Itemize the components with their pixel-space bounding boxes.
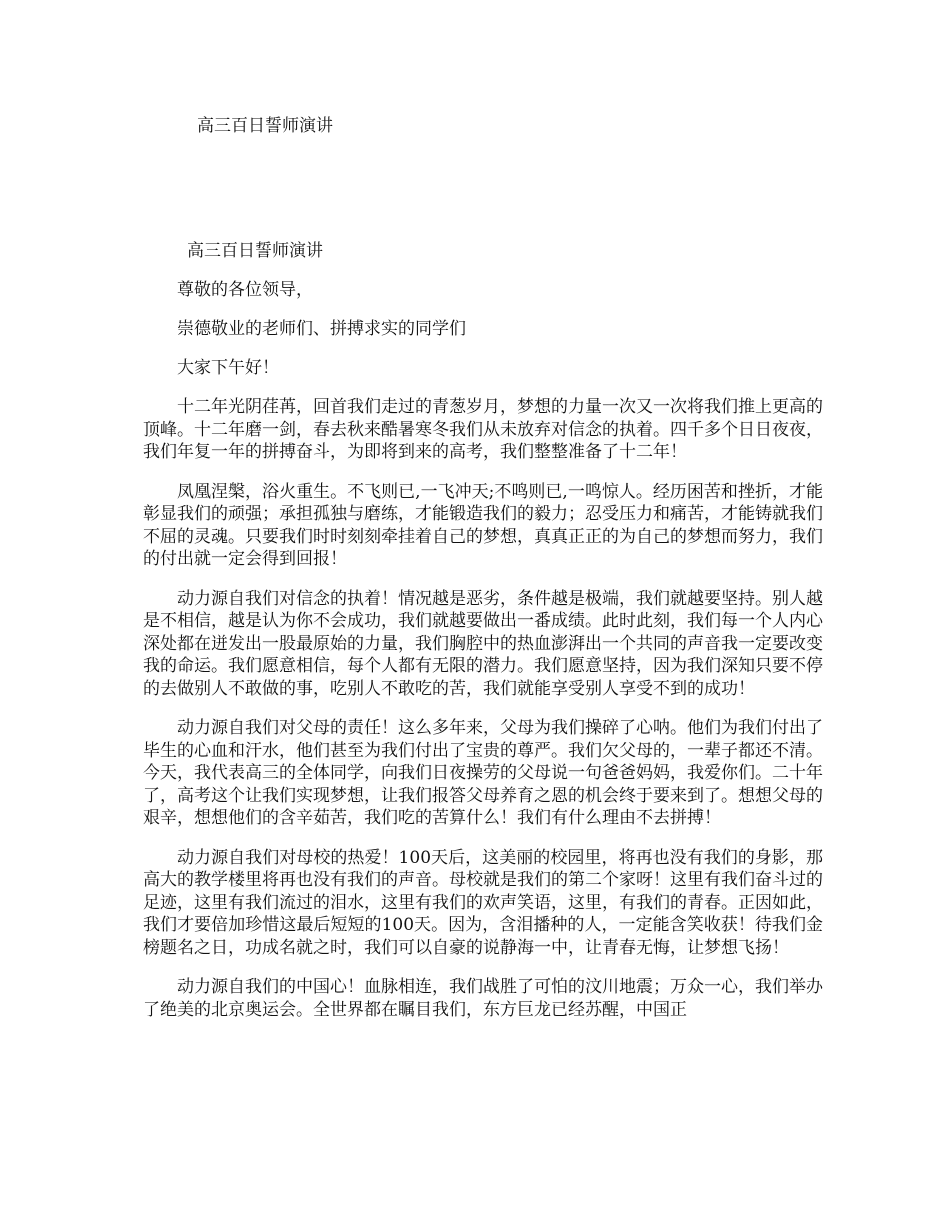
paragraph: 动力源自我们对信念的执着！情况越是恶劣，条件越是极端，我们就越要坚持。别人越是不相信，越是认为你不会成功，我们就越要做出一番成绩。此时此刻，我们每一个人内心深处都在迸发出一股最原始的力量，我们胸腔中的热血澎湃出一个共同的声音我一定要改变我的命运。我们愿意相信，每个人都有无限的潜力。我们愿意坚持，因为我们深知只要不停的去做别人不敢做的事，吃别人不敢吃的苦，我们就能享受别人享受不到的成功！	[143, 588, 823, 699]
greeting: 大家下午好！	[177, 358, 279, 378]
salutation-leaders: 尊敬的各位领导，	[177, 280, 313, 300]
paragraph: 动力源自我们对母校的热爱！100天后，这美丽的校园里，将再也没有我们的身影，那高大的教学楼里将再也没有我们的声音。母校就是我们的第二个家呀！这里有我们奋斗过的足迹，这里有我们流过的泪水，这里有我们的欢声笑语，这里，有我们的青春。正因如此，我们才要倍加珍惜这最后短短的100天。因为，含泪播种的人，一定能含笑收获！待我们金榜题名之日，功成名就之时，我们可以自豪的说静海一中，让青春无悔，让梦想飞扬！	[143, 847, 823, 958]
paragraph: 动力源自我们的中国心！血脉相连，我们战胜了可怕的汶川地震；万众一心，我们举办了绝美的北京奥运会。全世界都在瞩目我们，东方巨龙已经苏醒，中国正	[143, 977, 823, 1020]
salutation-teachers-students: 崇德敬业的老师们、拼搏求实的同学们	[177, 319, 466, 339]
document-title: 高三百日誓师演讲	[187, 241, 323, 261]
paragraph: 动力源自我们对父母的责任！这么多年来，父母为我们操碎了心呐。他们为我们付出了毕生的心血和汗水，他们甚至为我们付出了宝贵的尊严。我们欠父母的，一辈子都还不清。今天，我代表高三的全体同学，向我们日夜操劳的父母说一句爸爸妈妈，我爱你们。二十年了，高考这个让我们实现梦想，让我们报答父母养育之恩的机会终于要来到了。想想父母的艰辛，想想他们的含辛茹苦，我们吃的苦算什么！我们有什么理由不去拼搏！	[143, 718, 823, 828]
paragraph: 凤凰涅槃，浴火重生。不飞则已,一飞冲天;不鸣则已,一鸣惊人。经历困苦和挫折，才能彰显我们的顽强；承担孤独与磨练，才能锻造我们的毅力；忍受压力和痛苦，才能铸就我们不屈的灵魂。只要我们时时刻刻牵挂着自己的梦想，真真正正的为自己的梦想而努力，我们的付出就一定会得到回报！	[143, 481, 823, 569]
document-body	[143, 240, 823, 1038]
page-header-title: 高三百日誓师演讲	[197, 116, 333, 136]
paragraph: 十二年光阴荏苒，回首我们走过的青葱岁月，梦想的力量一次又一次将我们推上更高的顶峰。十二年磨一剑，春去秋来酷暑寒冬我们从未放弃对信念的执着。四千多个日日夜夜，我们年复一年的拼搏奋斗，为即将到来的高考，我们整整准备了十二年！	[143, 397, 823, 462]
